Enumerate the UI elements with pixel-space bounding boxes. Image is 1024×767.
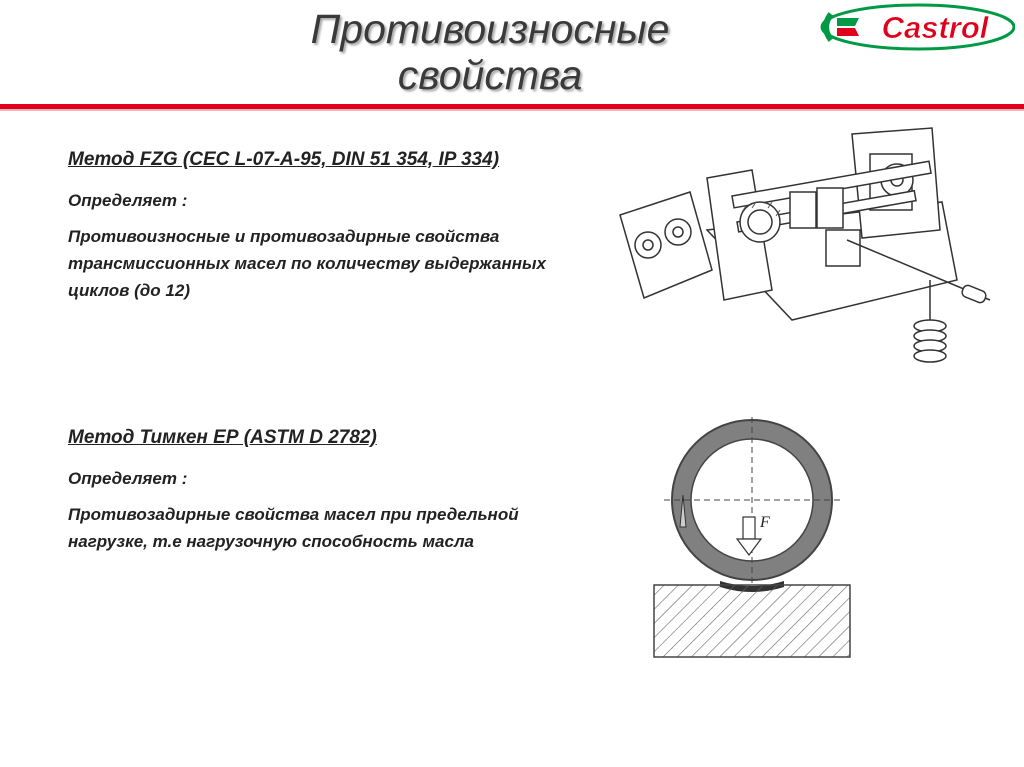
- force-label: F: [760, 514, 770, 531]
- logo-text: Castrol: [881, 10, 989, 45]
- timken-heading: Метод Тимкен ЕР (ASTM D 2782): [68, 427, 377, 448]
- fzg-test-rig-illustration: [612, 120, 1012, 380]
- timken-test-diagram: [650, 415, 860, 660]
- title-divider-shadow: [0, 109, 1024, 111]
- title-line-1: Противоизносные: [310, 6, 670, 52]
- fzg-method-section: [68, 147, 588, 304]
- title-line-2: свойства: [397, 52, 583, 98]
- timken-method-section: [68, 425, 568, 555]
- fzg-heading: Метод FZG (CEC L-07-A-95, DIN 51 354, IP 334): [68, 149, 500, 170]
- fzg-description: Противоизносные и противозадирные свойства трансмиссионных масел по количеству выдержанных циклов (до 12): [68, 227, 546, 300]
- slide-title: [230, 6, 750, 98]
- castrol-logo: [815, 2, 1015, 52]
- timken-label: Определяет :: [68, 469, 188, 488]
- fzg-label: Определяет :: [68, 191, 188, 210]
- timken-description: Противозадирные свойства масел при предельной нагрузке, т.е нагрузочную способность масла: [68, 505, 519, 551]
